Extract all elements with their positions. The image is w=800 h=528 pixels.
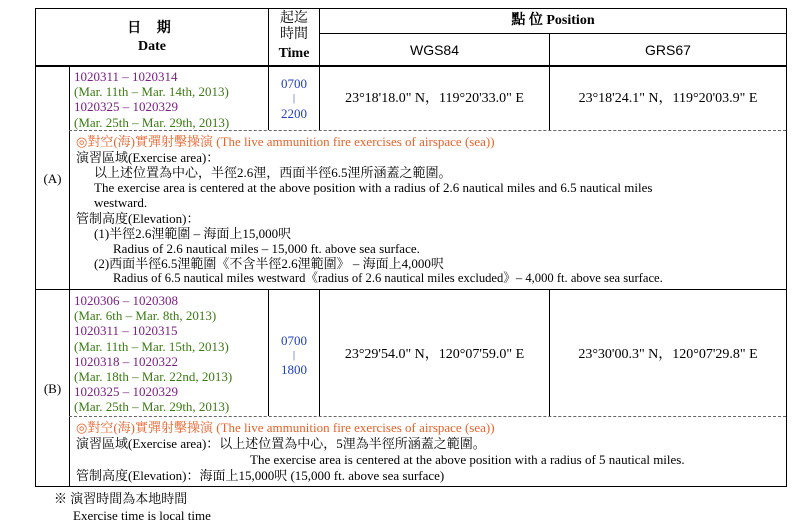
row-label-a: (A): [43, 171, 62, 186]
time-header-zh1: 起迄: [280, 11, 308, 26]
footer-note-zh: ※ 演習時間為本地時間: [54, 491, 188, 506]
elevation-b: 管制高度(Elevation)：海面上15,000呎 (15,000 ft. above sea surface): [76, 468, 445, 483]
position-header: 點 位 Position: [511, 13, 595, 28]
time-start-a: 0700: [281, 76, 307, 91]
row-label-b: (B): [43, 381, 62, 396]
table-border-top: [35, 8, 787, 9]
table-border-right: [786, 8, 787, 487]
notes-divider-b: [69, 416, 786, 417]
elevation-1-en-a: Radius of 2.6 nautical miles – 15,000 ft. above sea surface.: [113, 241, 420, 256]
time-header-en: Time: [278, 46, 310, 61]
date-line: (Mar. 25th – Mar. 29th, 2013): [74, 399, 230, 415]
time-header-zh2: 時間: [280, 27, 308, 42]
grs67-position-b: 23°30'00.3" N，120°07'29.8" E: [578, 347, 758, 362]
wgs84-position-a: 23°18'18.0" N，119°20'33.0" E: [345, 91, 524, 106]
elevation-2-en-a: Radius of 6.5 nautical miles westward《radius of 2.6 nautical miles excluded》– 4,000 ft. above sea surface.: [113, 271, 663, 285]
wgs84-header: WGS84: [409, 42, 459, 58]
date-line: (Mar. 6th – Mar. 8th, 2013): [74, 308, 217, 324]
date-line: (Mar. 18th – Mar. 22nd, 2013): [74, 369, 233, 385]
exercise-area-en-b: The exercise area is centered at the above position with a radius of 5 nautical miles.: [250, 452, 685, 467]
exercise-title-a: ◎對空(海)實彈射擊操演 (The live ammunition fire exercises of airspace (sea)): [76, 134, 495, 149]
exercise-area-label-a: 演習區域(Exercise area)：: [76, 150, 220, 165]
date-line: 1020311 – 1020315: [74, 323, 178, 339]
time-sep-b: |: [292, 350, 295, 361]
date-line: (Mar. 25th – Mar. 29th, 2013): [74, 114, 230, 130]
date-line: 1020306 – 1020308: [74, 293, 178, 308]
time-sep-a: |: [292, 93, 295, 104]
time-start-b: 0700: [281, 333, 307, 348]
notes-divider-a: [69, 130, 786, 131]
table-border-left: [35, 8, 36, 487]
grs67-position-a: 23°18'24.1" N，119°20'03.9" E: [578, 91, 758, 106]
footer-note-en: Exercise time is local time: [73, 508, 211, 523]
elevation-2-zh-a: (2)西面半徑6.5浬範圍《不含半徑2.6浬範圍》 – 海面上4,000呎: [94, 256, 444, 271]
wgs84-position-b: 23°29'54.0" N，120°07'59.0" E: [344, 347, 525, 362]
date-line: 1020325 – 1020329: [74, 384, 178, 400]
exercise-area-b: 演習區域(Exercise area)：以上述位置為中心，5浬為半徑所涵蓋之範圍。: [76, 436, 486, 451]
exercise-title-b: ◎對空(海)實彈射擊操演 (The live ammunition fire exercises of airspace (sea)): [76, 420, 495, 435]
date-list-b: [74, 293, 232, 415]
date-line: 1020325 – 1020329: [74, 99, 178, 115]
table-border-bottom: [35, 486, 787, 487]
date-line: 1020318 – 1020322: [74, 353, 178, 369]
table-header-divider: [35, 65, 787, 67]
exercise-area-en-a: The exercise area is centered at the above position with a radius of 2.6 nautical miles and 6.5 nautical miles: [94, 180, 653, 195]
exercise-area-en-a-2: westward.: [94, 195, 148, 210]
date-header-en: Date: [138, 39, 166, 54]
date-header-zh: 日 期: [127, 21, 177, 36]
label-col-divider-b: [69, 289, 70, 486]
grs67-header: GRS67: [645, 42, 691, 58]
row-divider: [35, 289, 787, 290]
date-list-a: [74, 69, 229, 130]
elevation-label-a: 管制高度(Elevation)：: [76, 211, 200, 226]
position-subheader-line: [319, 33, 786, 34]
time-end-b: 1800: [281, 362, 307, 377]
label-col-divider-a: [69, 66, 70, 289]
date-line: (Mar. 11th – Mar. 14th, 2013): [74, 84, 229, 100]
elevation-1-zh-a: (1)半徑2.6浬範圍 – 海面上15,000呎: [94, 226, 292, 241]
exercise-area-zh-a: 以上述位置為中心，半徑2.6浬，西面半徑6.5浬所涵蓋之範圍。: [94, 165, 452, 180]
date-line: 1020311 – 1020314: [74, 69, 178, 84]
date-line: (Mar. 11th – Mar. 15th, 2013): [74, 338, 229, 354]
time-end-a: 2200: [281, 106, 307, 121]
